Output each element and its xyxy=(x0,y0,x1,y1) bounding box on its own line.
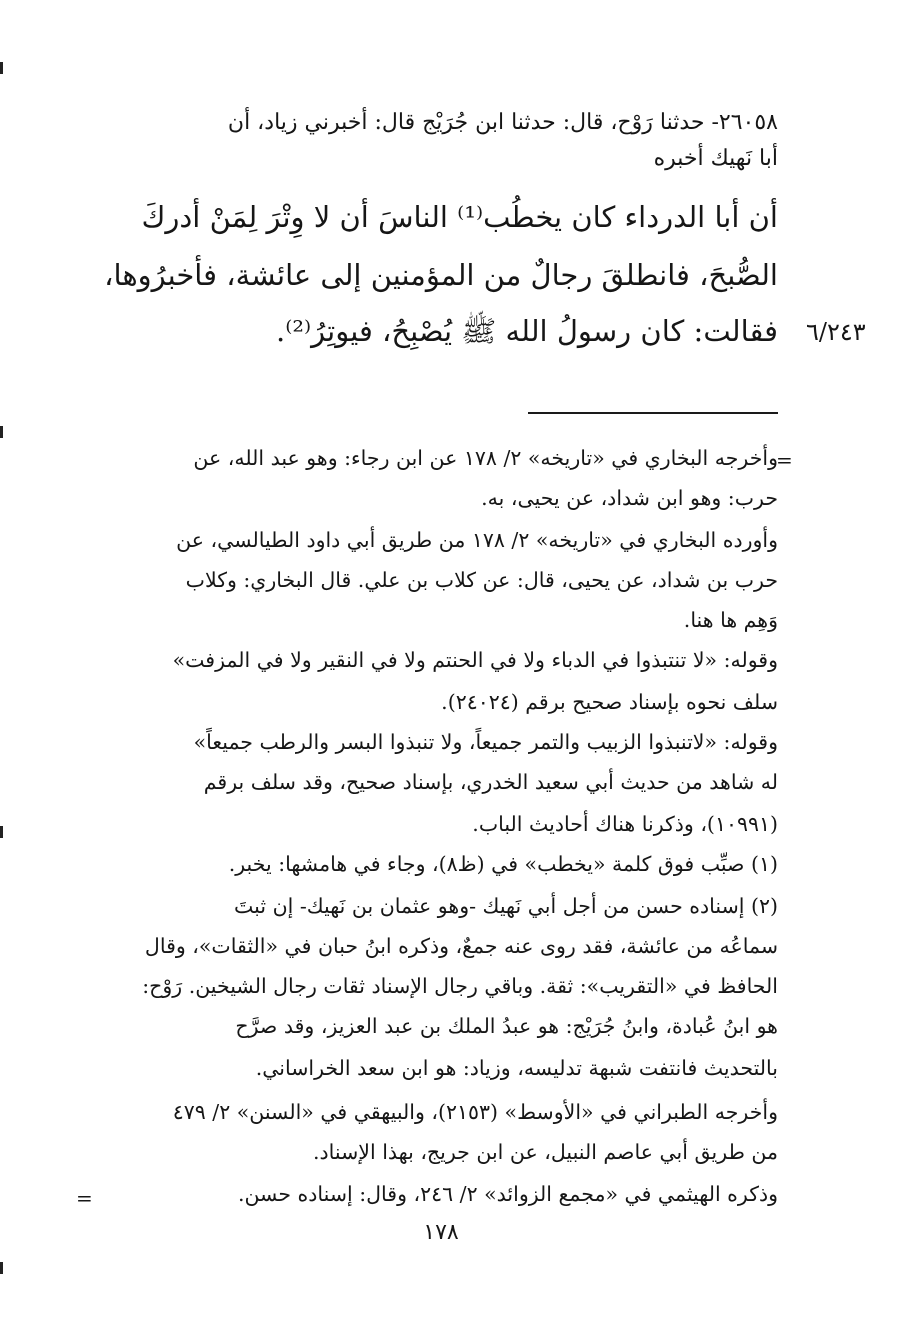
footnote-line: بالتحديث فانتفت شبهة تدليسه، وزياد: هو ابن سعد الخراساني. xyxy=(255,1056,778,1080)
footnote-line: (١٠٩٩١)، وذكرنا هناك أحاديث الباب. xyxy=(472,812,778,836)
footnote-line: وأخرجه البخاري في «تاريخه» ٢/ ١٧٨ عن ابن رجاء: وهو عبد الله، عن xyxy=(193,446,778,470)
footnote-line: وقوله: «لا تنتبذوا في الدباء ولا في الحنتم ولا في النقير ولا في المزفت» xyxy=(172,648,778,672)
footnote-line: سماعُه من عائشة، فقد روى عنه جمعٌ، وذكره ابنُ حبان في «الثقات»، وقال xyxy=(144,934,778,958)
footnote-line: وأخرجه الطبراني في «الأوسط» (٢١٥٣)، والبيهقي في «السنن» ٢/ ٤٧٩ xyxy=(172,1100,778,1124)
footnote-line: حرب: وهو ابن شداد، عن يحيى، به. xyxy=(481,486,778,510)
footnote-line: الحافظ في «التقريب»: ثقة. وباقي رجال الإسناد ثقات رجال الشيخين. رَوْح: xyxy=(142,974,778,998)
scan-edge-mark xyxy=(0,62,3,74)
continuation-mark-bottom: = xyxy=(76,1186,93,1210)
hadith-matn-line-1: أن أبا الدرداء كان يخطُب⁽¹⁾ الناسَ أن لا وِتْرَ لِمَنْ أدركَ xyxy=(141,200,778,234)
footnote-line: له شاهد من حديث أبي سعيد الخدري، بإسناد صحيح، وقد سلف برقم xyxy=(203,770,778,794)
hadith-isnad-line-1: ٢٦٠٥٨- حدثنا رَوْح، قال: حدثنا ابن جُرَيْج قال: أخبرني زياد، أن xyxy=(227,110,778,135)
page-number: ١٧٨ xyxy=(423,1220,459,1245)
scan-edge-mark xyxy=(0,826,3,838)
footnote-1: (١) صبِّب فوق كلمة «يخطب» في (ظ٨)، وجاء في هامشها: يخبر. xyxy=(228,852,778,876)
footnote-separator xyxy=(528,412,778,414)
footnote-line: من طريق أبي عاصم النبيل، عن ابن جريج، بهذا الإسناد. xyxy=(313,1140,778,1164)
hadith-isnad-line-2: أبا نَهيك أخبره xyxy=(653,146,778,171)
hadith-matn-line-3: فقالت: كان رسولُ الله ﷺ يُصْبِحُ، فيوتِرُ⁽²⁾. xyxy=(276,314,778,348)
footnote-line: حرب بن شداد، عن يحيى، قال: عن كلاب بن علي. قال البخاري: وكلاب xyxy=(185,568,778,592)
hadith-matn-line-2: الصُّبحَ، فانطلقَ رجالٌ من المؤمنين إلى عائشة، فأخبرُوها، xyxy=(104,258,778,292)
footnote-line: وذكره الهيثمي في «مجمع الزوائد» ٢/ ٢٤٦، وقال: إسناده حسن. xyxy=(237,1182,778,1206)
footnote-line: وأورده البخاري في «تاريخه» ٢/ ١٧٨ من طريق أبي داود الطيالسي، عن xyxy=(176,528,778,552)
continuation-mark-top: = xyxy=(776,448,793,472)
musnad-volume-page-ref: ٦/٢٤٣ xyxy=(806,318,866,346)
footnote-line: سلف نحوه بإسناد صحيح برقم (٢٤٠٢٤). xyxy=(441,690,778,714)
footnote-line: هو ابنُ عُبادة، وابنُ جُرَيْج: هو عبدُ الملك بن عبد العزيز، وقد صرَّح xyxy=(235,1014,778,1038)
footnote-2: (٢) إسناده حسن من أجل أبي نَهيك -وهو عثمان بن نَهيك- إن ثبتَ xyxy=(234,894,778,918)
footnote-line: وقوله: «لاتنبذوا الزبيب والتمر جميعاً، ولا تنبذوا البسر والرطب جميعاً» xyxy=(193,730,778,754)
scan-edge-mark xyxy=(0,1262,3,1274)
scan-edge-mark xyxy=(0,426,3,438)
footnote-line: وَهِم ها هنا. xyxy=(683,608,778,632)
